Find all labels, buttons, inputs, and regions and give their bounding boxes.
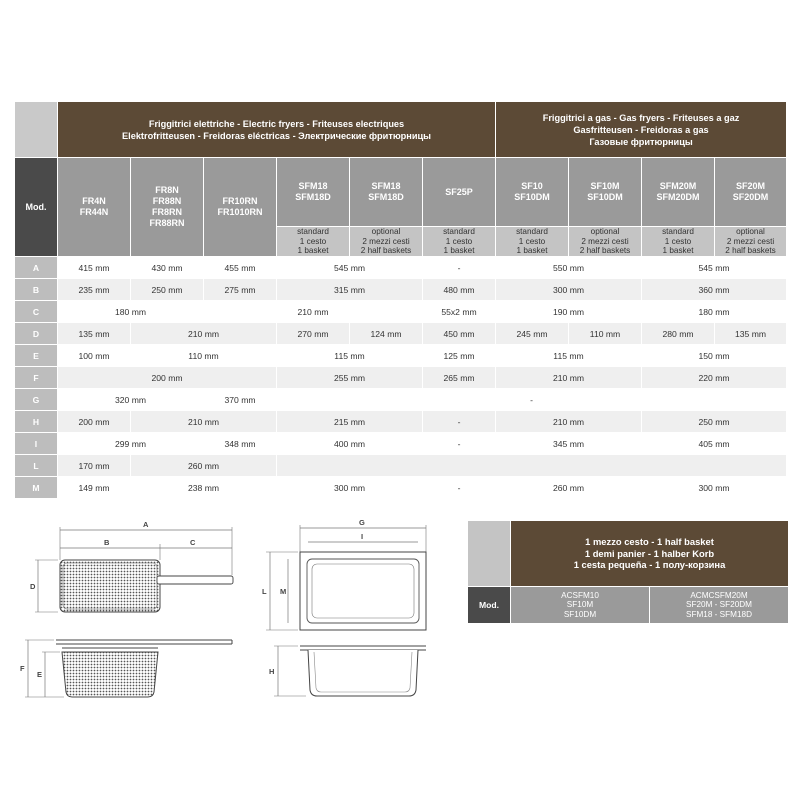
model-header: SF10M SF10DM — [569, 158, 642, 227]
model-header: FR4N FR44N — [58, 158, 131, 257]
table-cell: 260 mm — [131, 455, 277, 477]
table-cell: 110 mm — [569, 323, 642, 345]
table-cell: 135 mm — [715, 323, 787, 345]
basket-type: standard 1 cesto 1 basket — [496, 227, 569, 257]
row-label: M — [15, 477, 58, 499]
table-cell: 210 mm — [496, 411, 642, 433]
tank-side-view — [269, 646, 426, 696]
half-basket-models-1: ACSFM10 SF10M SF10DM — [511, 587, 649, 623]
basket-type: standard 1 cesto 1 basket — [423, 227, 496, 257]
table-cell: 115 mm — [277, 345, 423, 367]
table-cell: 545 mm — [277, 257, 423, 279]
table-cell: 370 mm — [204, 389, 277, 411]
table-cell: 55x2 mm — [423, 301, 496, 323]
table-cell: 348 mm — [204, 433, 277, 455]
model-header: FR8N FR88N FR8RN FR88RN — [131, 158, 204, 257]
table-cell: 100 mm — [58, 345, 131, 367]
table-cell: 345 mm — [496, 433, 642, 455]
table-cell: 250 mm — [131, 279, 204, 301]
basket-type: standard 1 cesto 1 basket — [642, 227, 715, 257]
gas-fryers-header: Friggitrici a gas - Gas fryers - Friteuses a gaz Gasfritteusen - Freidoras a gas Газовые фритюрницы — [496, 102, 787, 158]
model-header: SFM18 SFM18D — [277, 158, 350, 227]
table-cell: 270 mm — [277, 323, 350, 345]
table-cell: 275 mm — [204, 279, 277, 301]
basket-type: optional 2 mezzi cesti 2 half baskets — [569, 227, 642, 257]
model-header: SFM18 SFM18D — [350, 158, 423, 227]
table-cell: 265 mm — [423, 367, 496, 389]
half-basket-mod-label: Mod. — [468, 587, 510, 623]
table-cell: 210 mm — [131, 411, 277, 433]
table-cell: 455 mm — [204, 257, 277, 279]
table-cell: 255 mm — [277, 367, 423, 389]
table-cell: 220 mm — [642, 367, 787, 389]
table-cell: 430 mm — [131, 257, 204, 279]
dim-h-label: H — [269, 667, 275, 676]
table-cell: 415 mm — [58, 257, 131, 279]
table-cell: 280 mm — [642, 323, 715, 345]
table-cell: 190 mm — [496, 301, 642, 323]
table-cell: 115 mm — [496, 345, 642, 367]
table-cell: 300 mm — [496, 279, 642, 301]
model-header: SF10 SF10DM — [496, 158, 569, 227]
basket-side-view — [20, 640, 232, 697]
table-cell: 200 mm — [58, 367, 277, 389]
table-cell: 235 mm — [58, 279, 131, 301]
table-cell: 480 mm — [423, 279, 496, 301]
table-cell: 238 mm — [131, 477, 277, 499]
dim-i-label: I — [361, 532, 364, 541]
dim-m-label: M — [280, 587, 287, 596]
table-cell: 215 mm — [277, 411, 423, 433]
table-cell: 360 mm — [642, 279, 787, 301]
table-cell: 180 mm — [642, 301, 787, 323]
table-cell: 125 mm — [423, 345, 496, 367]
electric-fryers-header: Friggitrici elettriche - Electric fryers - Friteuses electriques Elektrofritteusen - Freidoras eléctricas - Электрические фритюрницы — [58, 102, 496, 158]
table-cell: 260 mm — [496, 477, 642, 499]
dim-l-label: L — [262, 587, 267, 596]
model-header: FR10RN FR1010RN — [204, 158, 277, 257]
row-label: L — [15, 455, 58, 477]
row-label: C — [15, 301, 58, 323]
row-label: D — [15, 323, 58, 345]
table-cell: - — [423, 411, 496, 433]
model-header: SFM20M SFM20DM — [642, 158, 715, 227]
mod-header: Mod. — [15, 158, 58, 257]
table-cell: 135 mm — [58, 323, 131, 345]
row-label: A — [15, 257, 58, 279]
table-cell: 300 mm — [277, 477, 423, 499]
tank-top-view — [262, 518, 426, 630]
dim-g-label: G — [359, 518, 365, 527]
table-cell: 150 mm — [642, 345, 787, 367]
table-cell: 300 mm — [642, 477, 787, 499]
row-label: H — [15, 411, 58, 433]
table-cell: - — [277, 389, 787, 411]
table-cell: 550 mm — [496, 257, 642, 279]
dim-f-label: F — [20, 664, 25, 673]
table-cell: 400 mm — [277, 433, 423, 455]
table-cell: 180 mm — [58, 301, 204, 323]
dim-a-label: A — [143, 520, 149, 529]
table-cell: 450 mm — [423, 323, 496, 345]
table-cell: - — [423, 433, 496, 455]
table-cell: 170 mm — [58, 455, 131, 477]
table-cell: 545 mm — [642, 257, 787, 279]
table-cell: 149 mm — [58, 477, 131, 499]
model-header: SF20M SF20DM — [715, 158, 787, 227]
half-basket-models-2: ACMCSFM20M SF20M - SF20DM SFM18 - SFM18D — [650, 587, 788, 623]
dim-b-label: B — [104, 538, 110, 547]
basket-top-view — [30, 520, 233, 612]
row-label: F — [15, 367, 58, 389]
model-header: SF25P — [423, 158, 496, 227]
row-label: G — [15, 389, 58, 411]
table-cell: 210 mm — [496, 367, 642, 389]
table-cell: 320 mm — [58, 389, 204, 411]
table-cell: 200 mm — [58, 411, 131, 433]
basket-type: standard 1 cesto 1 basket — [277, 227, 350, 257]
row-label: I — [15, 433, 58, 455]
table-cell: - — [423, 477, 496, 499]
half-basket-title: 1 mezzo cesto - 1 half basket 1 demi panier - 1 halber Korb 1 cesta pequeña - 1 полу-корзина — [511, 521, 788, 586]
table-cell: 245 mm — [496, 323, 569, 345]
row-label: B — [15, 279, 58, 301]
table-cell: 110 mm — [131, 345, 277, 367]
table-cell: 210 mm — [204, 301, 423, 323]
table-cell: 250 mm — [642, 411, 787, 433]
basket-type: optional 2 mezzi cesti 2 half baskets — [715, 227, 787, 257]
dim-e-label: E — [37, 670, 43, 679]
table-cell: - — [423, 257, 496, 279]
table-cell: 124 mm — [350, 323, 423, 345]
row-label: E — [15, 345, 58, 367]
table-cell: 210 mm — [131, 323, 277, 345]
dim-c-label: C — [190, 538, 196, 547]
dim-d-label: D — [30, 582, 36, 591]
table-cell: 315 mm — [277, 279, 423, 301]
basket-type: optional 2 mezzi cesti 2 half baskets — [350, 227, 423, 257]
table-cell: 299 mm — [58, 433, 204, 455]
table-cell: 405 mm — [642, 433, 787, 455]
